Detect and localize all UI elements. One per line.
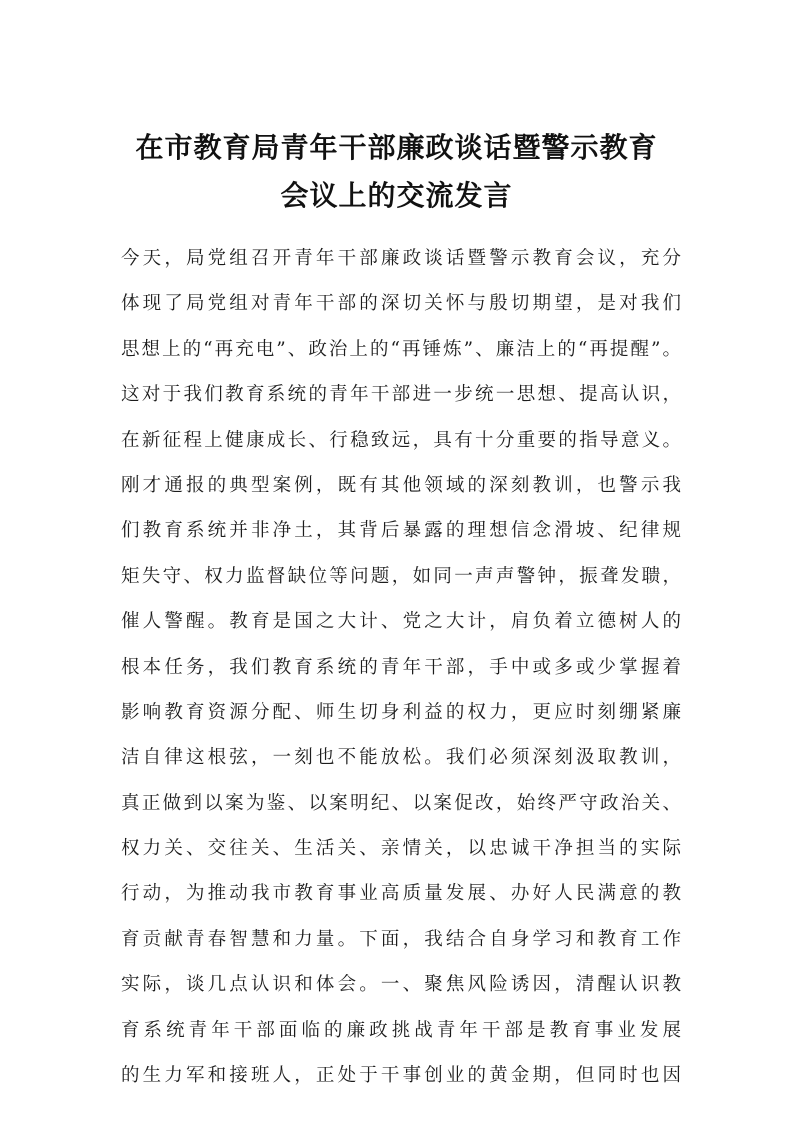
body-line: 这对于我们教育系统的青年干部进一步统一思想、提高认识， <box>121 384 681 406</box>
body-line: 的生力军和接班人，正处于干事创业的黄金期，但同时也因 <box>121 1065 681 1087</box>
document-body <box>121 243 681 1105</box>
body-line: 根本任务，我们教育系统的青年干部，手中或多或少掌握着 <box>121 656 681 678</box>
body-line: 实际，谈几点认识和体会。一、聚焦风险诱因，清醒认识教 <box>121 974 681 996</box>
body-line: 矩失守、权力监督缺位等问题，如同一声声警钟，振聋发聩， <box>121 565 681 587</box>
document-title-line-1: 在市教育局青年干部廉政谈话暨警示教育 <box>135 131 658 164</box>
body-line: 思想上的“再充电”、政治上的“再锤炼”、廉洁上的“再提醒”。 <box>121 338 681 360</box>
body-line: 催人警醒。教育是国之大计、党之大计，肩负着立德树人的 <box>121 611 681 633</box>
body-line: 行动，为推动我市教育事业高质量发展、办好人民满意的教 <box>121 883 681 905</box>
body-line: 育贡献青春智慧和力量。下面，我结合自身学习和教育工作 <box>121 928 681 950</box>
body-line: 在新征程上健康成长、行稳致远，具有十分重要的指导意义。 <box>121 429 681 451</box>
body-line: 们教育系统并非净土，其背后暴露的理想信念滑坡、纪律规 <box>121 520 681 542</box>
body-line: 体现了局党组对青年干部的深切关怀与殷切期望，是对我们 <box>121 293 681 315</box>
body-line: 真正做到以案为鉴、以案明纪、以案促改，始终严守政治关、 <box>121 792 681 814</box>
body-line: 权力关、交往关、生活关、亲情关，以忠诚干净担当的实际 <box>121 838 681 860</box>
body-line: 育系统青年干部面临的廉政挑战青年干部是教育事业发展 <box>121 1019 681 1041</box>
body-line: 刚才通报的典型案例，既有其他领域的深刻教训，也警示我 <box>121 474 681 496</box>
body-line: 影响教育资源分配、师生切身利益的权力，更应时刻绷紧廉 <box>121 701 681 723</box>
body-line: 洁自律这根弦，一刻也不能放松。我们必须深刻汲取教训， <box>121 747 681 769</box>
document-title-line-2: 会议上的交流发言 <box>280 179 513 212</box>
body-line: 今天，局党组召开青年干部廉政谈话暨警示教育会议，充分 <box>121 248 681 269</box>
